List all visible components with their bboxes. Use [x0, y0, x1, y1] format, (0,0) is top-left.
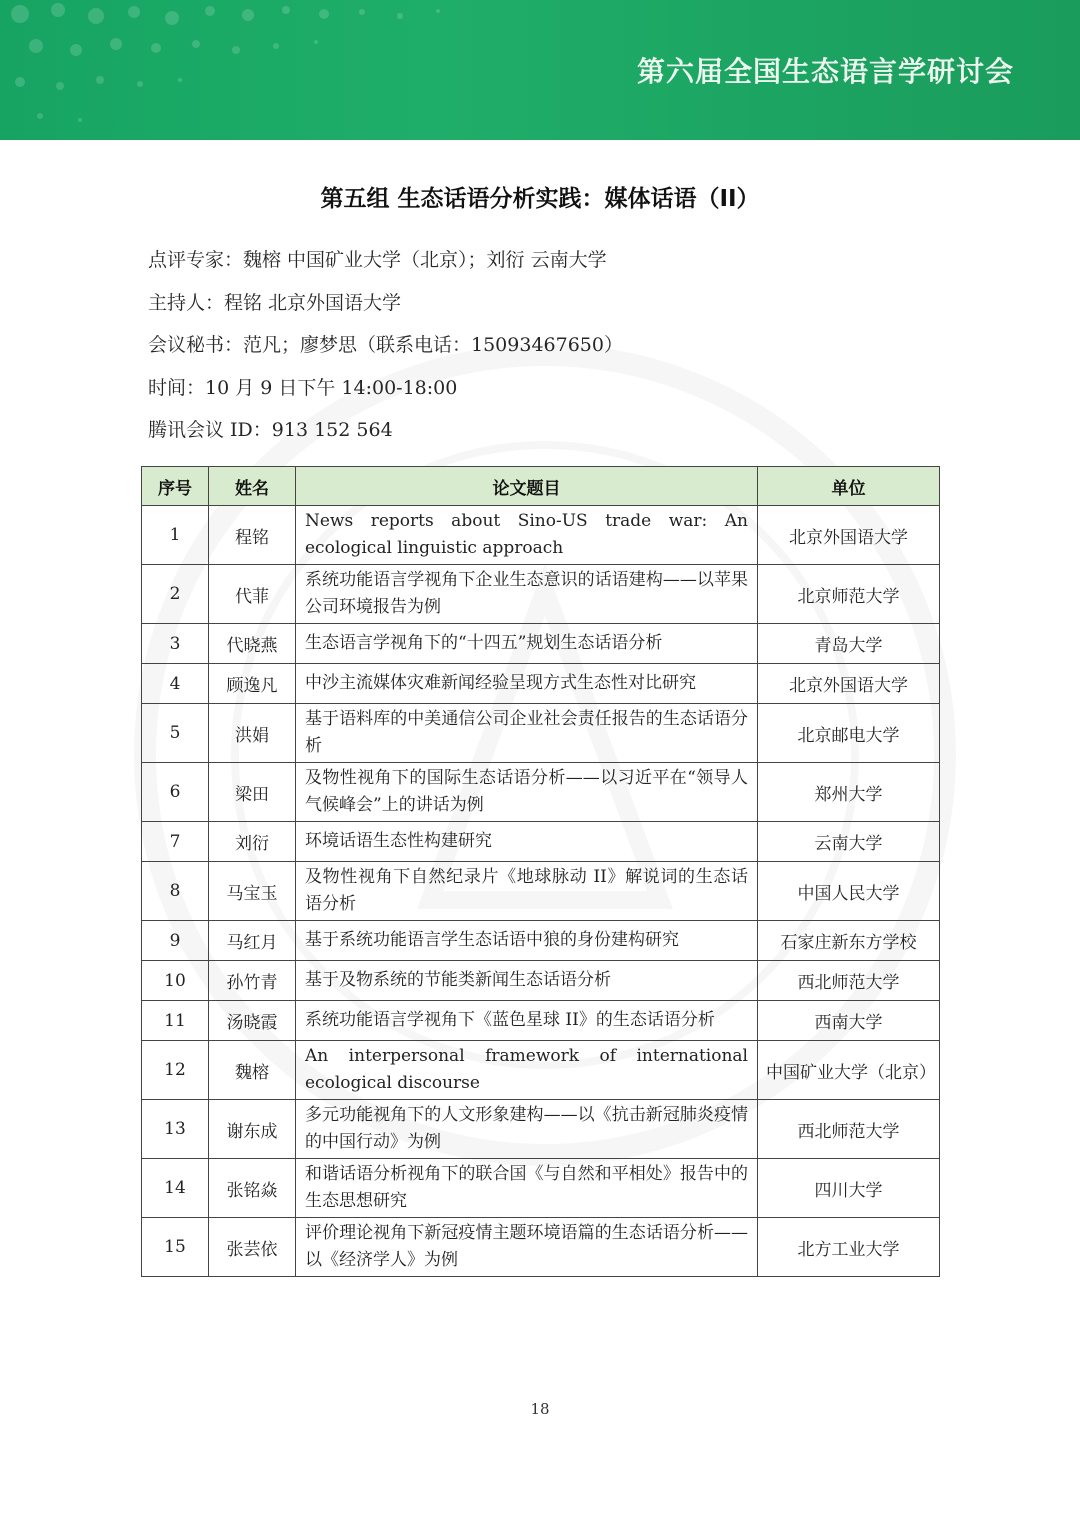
- table-row: [142, 1100, 940, 1159]
- row-title: 及物性视角下自然纪录片《地球脉动 II》解说词的生态话语分析: [296, 862, 758, 921]
- table-row: [142, 822, 940, 862]
- row-unit: 北京外国语大学: [758, 506, 940, 565]
- table-row: [142, 704, 940, 763]
- meeting-id-line: 腾讯会议 ID：913 152 564: [148, 419, 393, 442]
- header-unit: 单位: [758, 467, 940, 506]
- row-name: 马宝玉: [209, 862, 296, 921]
- host-line: 主持人：程铭 北京外国语大学: [148, 291, 402, 314]
- row-seq: 1: [142, 506, 209, 565]
- row-seq: 2: [142, 565, 209, 624]
- row-unit: 北京外国语大学: [758, 664, 940, 704]
- row-seq: 4: [142, 664, 209, 704]
- row-unit: 北京师范大学: [758, 565, 940, 624]
- schedule-table: [141, 466, 940, 1277]
- table-row: [142, 565, 940, 624]
- row-title: 系统功能语言学视角下《蓝色星球 II》的生态话语分析: [296, 1001, 758, 1041]
- row-unit: 西北师范大学: [758, 1100, 940, 1159]
- row-unit: 西南大学: [758, 1001, 940, 1041]
- row-unit: 西北师范大学: [758, 961, 940, 1001]
- row-title: 生态语言学视角下的“十四五”规划生态话语分析: [296, 624, 758, 664]
- row-name: 程铭: [209, 506, 296, 565]
- table-row: [142, 1159, 940, 1218]
- row-seq: 15: [142, 1218, 209, 1277]
- table-header-row: [142, 467, 940, 506]
- row-title: 基于系统功能语言学生态话语中狼的身份建构研究: [296, 921, 758, 961]
- row-title: News reports about Sino-US trade war: An ecological linguistic approach: [296, 506, 758, 565]
- table-row: [142, 921, 940, 961]
- header-seq: 序号: [142, 467, 209, 506]
- conference-title: 第六届全国生态语言学研讨会: [636, 55, 1014, 88]
- table-row: [142, 506, 940, 565]
- row-name: 梁田: [209, 763, 296, 822]
- row-seq: 8: [142, 862, 209, 921]
- row-seq: 3: [142, 624, 209, 664]
- banner-dot-pattern: [0, 0, 700, 140]
- row-unit: 北京邮电大学: [758, 704, 940, 763]
- row-title: 和谐话语分析视角下的联合国《与自然和平相处》报告中的生态思想研究: [296, 1159, 758, 1218]
- header-title: 论文题目: [296, 467, 758, 506]
- row-unit: 中国人民大学: [758, 862, 940, 921]
- row-unit: 石家庄新东方学校: [758, 921, 940, 961]
- row-name: 刘衍: [209, 822, 296, 862]
- row-name: 张芸依: [209, 1218, 296, 1277]
- page-number: 18: [530, 1400, 550, 1418]
- time-line: 时间：10 月 9 日下午 14:00-18:00: [148, 376, 458, 399]
- row-name: 代菲: [209, 565, 296, 624]
- row-seq: 5: [142, 704, 209, 763]
- row-name: 张铭焱: [209, 1159, 296, 1218]
- session-info: [148, 242, 948, 455]
- row-name: 洪娟: [209, 704, 296, 763]
- row-name: 谢东成: [209, 1100, 296, 1159]
- row-seq: 7: [142, 822, 209, 862]
- row-unit: 郑州大学: [758, 763, 940, 822]
- row-title: 系统功能语言学视角下企业生态意识的话语建构——以苹果公司环境报告为例: [296, 565, 758, 624]
- row-seq: 9: [142, 921, 209, 961]
- row-seq: 14: [142, 1159, 209, 1218]
- row-title: 及物性视角下的国际生态话语分析——以习近平在“领导人气候峰会”上的讲话为例: [296, 763, 758, 822]
- row-name: 汤晓霞: [209, 1001, 296, 1041]
- header-banner: [0, 0, 1080, 140]
- row-seq: 6: [142, 763, 209, 822]
- table-row: [142, 624, 940, 664]
- row-unit: 北方工业大学: [758, 1218, 940, 1277]
- table-row: [142, 664, 940, 704]
- row-unit: 四川大学: [758, 1159, 940, 1218]
- table-row: [142, 862, 940, 921]
- row-unit: 云南大学: [758, 822, 940, 862]
- secretary-line: 会议秘书：范凡；廖梦思（联系电话：15093467650）: [148, 334, 623, 357]
- table-row: [142, 763, 940, 822]
- row-title: 中沙主流媒体灾难新闻经验呈现方式生态性对比研究: [296, 664, 758, 704]
- table-row: [142, 961, 940, 1001]
- row-name: 孙竹青: [209, 961, 296, 1001]
- group-title: 第五组 生态话语分析实践：媒体话语（II）: [320, 186, 760, 212]
- row-title: An interpersonal framework of international ecological discourse: [296, 1041, 758, 1100]
- row-seq: 11: [142, 1001, 209, 1041]
- table-row: [142, 1218, 940, 1277]
- row-title: 环境话语生态性构建研究: [296, 822, 758, 862]
- row-name: 顾逸凡: [209, 664, 296, 704]
- row-seq: 13: [142, 1100, 209, 1159]
- table-row: [142, 1041, 940, 1100]
- row-name: 魏榕: [209, 1041, 296, 1100]
- row-unit: 中国矿业大学（北京）: [758, 1041, 940, 1100]
- row-title: 多元功能视角下的人文形象建构——以《抗击新冠肺炎疫情的中国行动》为例: [296, 1100, 758, 1159]
- reviewers-line: 点评专家：魏榕 中国矿业大学（北京）；刘衍 云南大学: [148, 249, 607, 271]
- header-name: 姓名: [209, 467, 296, 506]
- table-row: [142, 1001, 940, 1041]
- row-name: 代晓燕: [209, 624, 296, 664]
- row-name: 马红月: [209, 921, 296, 961]
- row-title: 基于语料库的中美通信公司企业社会责任报告的生态话语分析: [296, 704, 758, 763]
- row-title: 基于及物系统的节能类新闻生态话语分析: [296, 961, 758, 1001]
- row-unit: 青岛大学: [758, 624, 940, 664]
- row-seq: 12: [142, 1041, 209, 1100]
- row-title: 评价理论视角下新冠疫情主题环境语篇的生态话语分析——以《经济学人》为例: [296, 1218, 758, 1277]
- row-seq: 10: [142, 961, 209, 1001]
